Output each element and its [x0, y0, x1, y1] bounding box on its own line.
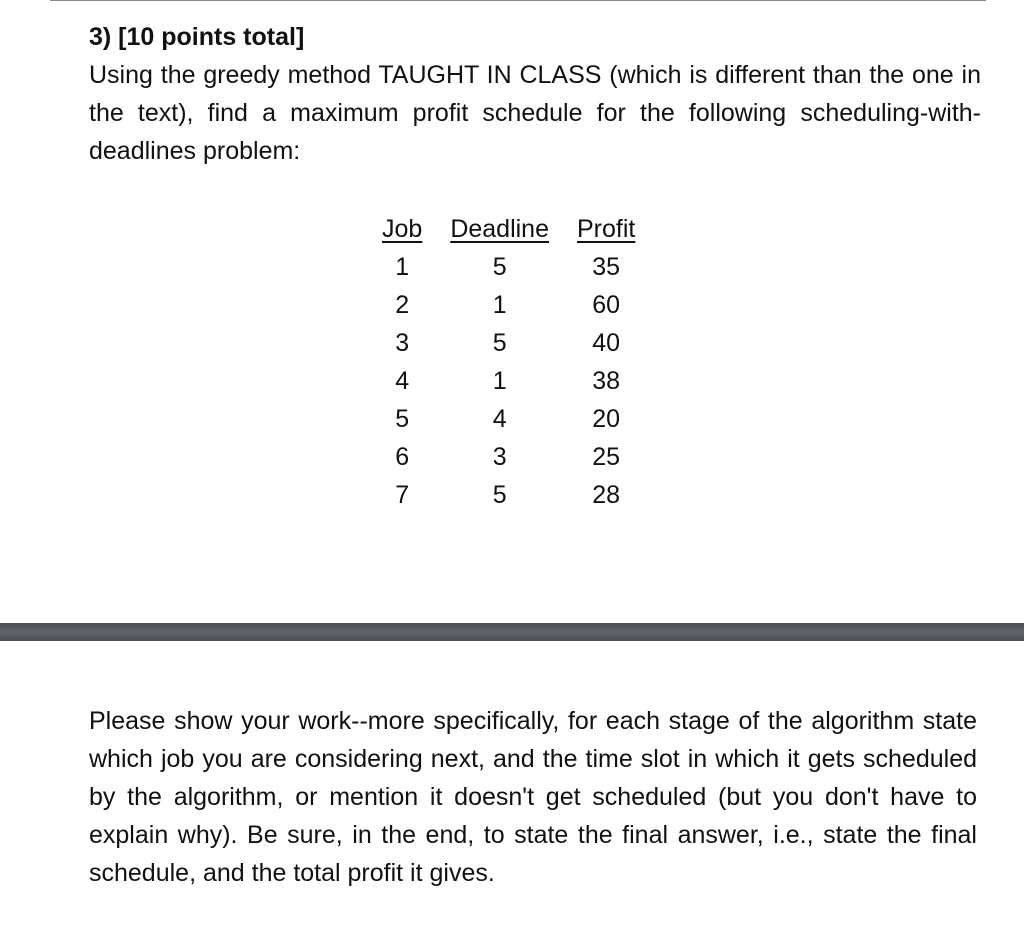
job-cell: 6 — [395, 443, 410, 471]
job-cell: 1 — [395, 253, 410, 281]
profit-cell: 38 — [592, 367, 621, 395]
deadline-cell: 4 — [492, 405, 507, 433]
table-row — [368, 438, 649, 476]
deadline-cell: 5 — [492, 481, 507, 509]
table-row — [368, 324, 649, 362]
question-heading: 3) [10 points total] — [89, 23, 305, 51]
column-header-profit: Profit — [577, 215, 636, 243]
job-cell: 5 — [395, 405, 410, 433]
column-header-job: Job — [382, 215, 423, 243]
job-cell: 4 — [395, 367, 410, 395]
deadline-cell: 5 — [492, 329, 507, 357]
instructions-text: Please show your work--more specifically, for each stage of the algorithm state which job you are considering next, and the time slot in which it gets scheduled by the algorithm, or mention it doesn't get scheduled (but you don't have to explain why). Be sure, in the end, to state the final answer, i.e., state the final schedule, and the total profit it gives. — [89, 707, 977, 887]
table-row — [368, 362, 649, 400]
table-header-row — [368, 210, 649, 248]
table-row — [368, 286, 649, 324]
job-cell: 2 — [395, 291, 410, 319]
table-row — [368, 476, 649, 514]
deadline-cell: 1 — [492, 291, 507, 319]
jobs-table — [368, 210, 649, 514]
profit-cell: 35 — [592, 253, 621, 281]
deadline-cell: 5 — [492, 253, 507, 281]
table-row — [368, 400, 649, 438]
section-separator-bar — [0, 623, 1024, 641]
question-block — [89, 18, 981, 170]
job-cell: 7 — [395, 481, 410, 509]
profit-cell: 40 — [592, 329, 621, 357]
column-header-deadline: Deadline — [450, 215, 549, 243]
profit-cell: 20 — [592, 405, 621, 433]
profit-cell: 60 — [592, 291, 621, 319]
top-divider — [50, 0, 986, 1]
question-text: Using the greedy method TAUGHT IN CLASS (which is different than the one in the text), find a maximum profit schedule for the following scheduling-with-deadlines problem: — [89, 61, 981, 165]
job-cell: 3 — [395, 329, 410, 357]
table-row — [368, 248, 649, 286]
profit-cell: 28 — [592, 481, 621, 509]
profit-cell: 25 — [592, 443, 621, 471]
deadline-cell: 1 — [492, 367, 507, 395]
deadline-cell: 3 — [492, 443, 507, 471]
